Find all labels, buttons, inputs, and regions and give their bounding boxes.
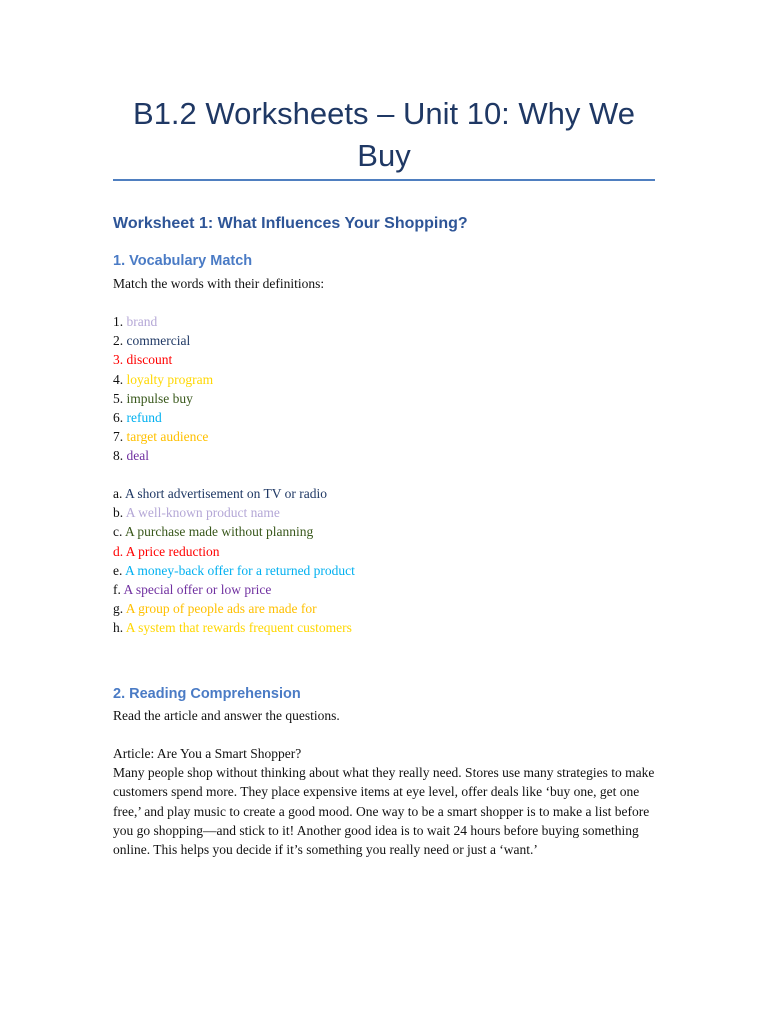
vocab-word-item xyxy=(113,331,213,350)
vocab-definition-item xyxy=(113,599,355,618)
vocab-word-text: commercial xyxy=(126,333,191,349)
vocab-definition-item xyxy=(113,503,355,522)
vocab-word-number: 2. xyxy=(113,333,124,349)
vocab-word-number: 3. xyxy=(113,352,124,368)
vocabulary-match-heading: 1. Vocabulary Match xyxy=(113,253,253,269)
worksheet-heading: Worksheet 1: What Influences Your Shopping? xyxy=(113,215,468,232)
vocab-word-text: loyalty program xyxy=(126,371,214,387)
definition-list xyxy=(113,484,355,638)
vocab-definition-number: a. xyxy=(113,486,123,501)
article xyxy=(113,744,658,859)
vocab-word-item xyxy=(113,446,213,465)
vocab-definition-number: d. xyxy=(113,543,124,559)
article-body: Many people shop without thinking about what they really need. Stores use many strategies to make customers spend more. They place expensive items at eye level, offer deals like ‘buy one, get one free,’ and play music to create a good mood. One way to be a smart shopper is to make a list before you go shopping—and stick to it! Another good idea is to wait 24 hours before buying something online. This helps you decide if it’s something you really need or just a ‘want.’ xyxy=(113,765,655,858)
vocab-word-item xyxy=(113,389,213,408)
vocab-word-text: target audience xyxy=(126,429,209,445)
reading-comprehension-heading: 2. Reading Comprehension xyxy=(113,686,301,702)
vocab-definition-number: g. xyxy=(113,601,124,617)
reading-instruction: Read the article and answer the questions. xyxy=(113,708,340,723)
vocab-word-number: 7. xyxy=(113,429,124,445)
vocab-definition-text: A group of people ads are made for xyxy=(125,601,317,617)
vocabulary-instruction: Match the words with their definitions: xyxy=(113,276,325,291)
vocab-definition-text: A special offer or low price xyxy=(123,582,272,598)
vocab-definition-item xyxy=(113,580,355,599)
vocab-definition-text: A well-known product name xyxy=(125,505,280,521)
vocab-definition-number: h. xyxy=(113,620,124,636)
vocab-word-number: 4. xyxy=(113,371,124,387)
vocab-word-item xyxy=(113,427,213,446)
vocab-word-item xyxy=(113,312,213,331)
vocab-word-text: discount xyxy=(126,352,173,368)
page-title: B1.2 Worksheets – Unit 10: Why We Buy xyxy=(133,96,635,173)
vocab-definition-number: f. xyxy=(113,582,121,598)
vocab-definition-text: A purchase made without planning xyxy=(125,524,314,540)
vocab-word-number: 8. xyxy=(113,448,124,464)
vocab-word-text: brand xyxy=(126,314,158,329)
vocab-definition-item xyxy=(113,484,355,503)
vocab-word-text: impulse buy xyxy=(126,390,193,406)
vocab-word-item xyxy=(113,408,213,427)
word-list xyxy=(113,312,213,466)
vocab-definition-number: c. xyxy=(113,524,123,540)
vocab-word-text: deal xyxy=(126,448,149,464)
vocab-definition-item xyxy=(113,561,355,580)
vocab-definition-item xyxy=(113,522,355,541)
vocab-definition-number: b. xyxy=(113,505,124,521)
vocab-definition-item xyxy=(113,542,355,561)
vocab-definition-text: A money-back offer for a returned product xyxy=(125,562,355,578)
article-title: Article: Are You a Smart Shopper? xyxy=(113,746,302,761)
vocab-word-number: 5. xyxy=(113,390,124,406)
vocab-word-item xyxy=(113,350,213,369)
vocab-word-number: 6. xyxy=(113,410,124,426)
vocab-word-number: 1. xyxy=(113,314,124,329)
vocab-definition-number: e. xyxy=(113,562,123,578)
vocab-definition-text: A short advertisement on TV or radio xyxy=(125,486,327,501)
title-divider xyxy=(113,179,655,181)
vocab-definition-item xyxy=(113,618,355,637)
vocab-word-text: refund xyxy=(126,410,162,426)
vocab-definition-text: A system that rewards frequent customers xyxy=(125,620,352,636)
vocab-word-item xyxy=(113,370,213,389)
vocab-definition-text: A price reduction xyxy=(125,543,220,559)
